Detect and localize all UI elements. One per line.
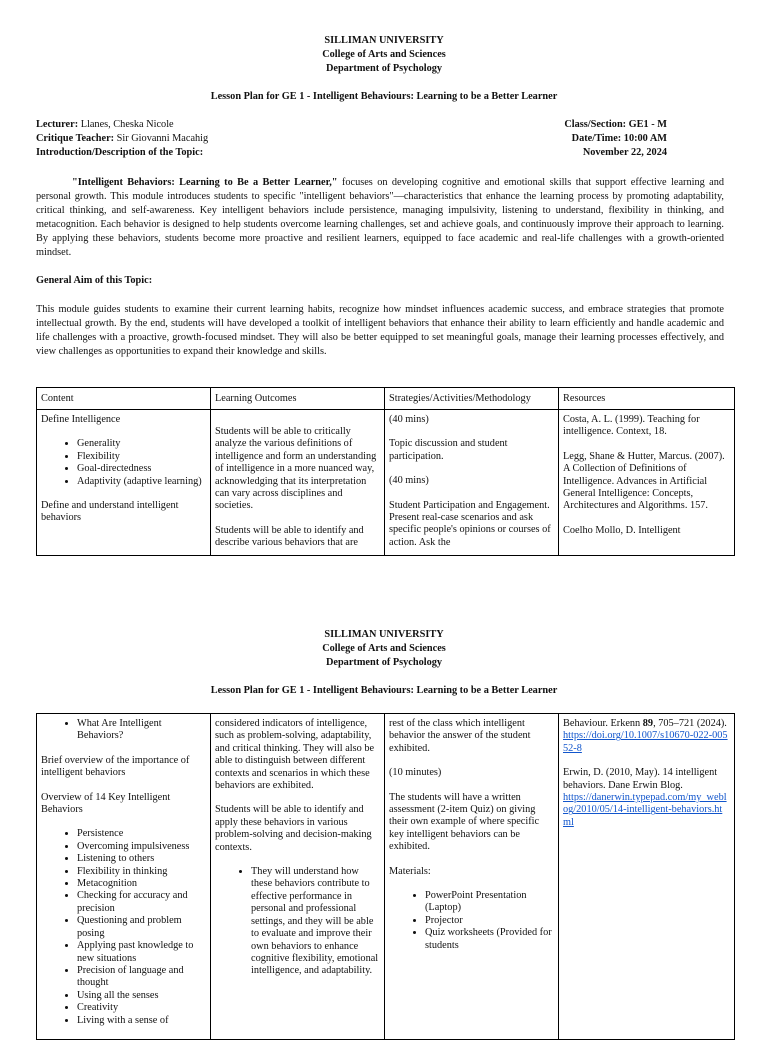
college-name: College of Arts and Sciences — [322, 643, 446, 654]
outcome-paragraph: considered indicators of intelligence, such as problem-solving, adaptability, and critical thinking. They will also be able to distinguish between different contexts and scenarios in which these behaviors are exhibited. — [215, 718, 375, 792]
aim-heading: General Aim of this Topic: — [36, 275, 153, 286]
list-item: • Listening to others — [77, 853, 206, 865]
intro-label: Introduction/Description of the Topic: — [36, 147, 204, 158]
outcome-paragraph: Students will be able to critically analyze the various definitions of intelligence and form an understanding of intelligence in a more nuanced way, acknowledging that its interpretation can vary across disciplines and societies. — [215, 426, 377, 512]
materials-label: Materials: — [389, 865, 431, 877]
list-item: • Creativity — [77, 1002, 206, 1014]
resources-cell — [559, 410, 735, 556]
header-learning-outcomes: Learning Outcomes — [211, 388, 385, 410]
strategy-duration: (40 mins) — [389, 414, 429, 425]
list-item: • Persistence — [77, 828, 206, 840]
department-name: Department of Psychology — [325, 657, 443, 668]
resources-cell — [559, 714, 735, 1040]
outcomes-cell — [211, 714, 385, 1040]
list-item: • Questioning and problem posing — [77, 915, 206, 940]
list-item: • Overcoming impulsiveness — [77, 841, 206, 853]
lesson-plan-table-page-1 — [36, 387, 735, 556]
strategies-cell — [385, 410, 559, 556]
list-item: • They will understand how these behaviors contribute to effective performance in personal and professional settings, and they will be able to evaluate and improve their own behaviors to enhance cognitive flexibility, emotional intelligence, and adaptability. — [251, 866, 380, 978]
content-paragraph: Overview of 14 Key Intelligent Behaviors — [41, 791, 171, 816]
materials-list — [389, 890, 554, 952]
list-item: • Precision of language and thought — [77, 965, 206, 990]
lesson-plan-table-page-2 — [36, 713, 735, 1040]
intro-bold-lead: "Intelligent Behaviors: Learning to Be a Better Learner," — [72, 177, 338, 188]
table-row — [37, 410, 735, 556]
strategy-paragraph: rest of the class which intelligent behavior the answer of the student exhibited. — [389, 718, 531, 754]
content-cell — [37, 410, 211, 556]
content-define-behaviors: Define and understand intelligent behaviors — [41, 500, 179, 524]
strategy-paragraph: The students will have a written assessment (2-item Quiz) on giving their own example of where specific key intelligent behaviors can be exhibited. — [389, 791, 540, 853]
critique-line — [36, 133, 208, 145]
aim-paragraph: This module guides students to examine their current learning habits, recognize how mindset influences academic success, and embrace strategies that promote intellectual growth. By the end, students will have developed a toolkit of intelligent behaviors that enhance their ability to learn efficiently and handle academic and life challenges with a proactive, growth-focused mindset. They will also be better equipped to set meaningful goals, manage their learning processes effectively, and view challenges as opportunities to expand their knowledge and skills. — [36, 304, 724, 357]
content-define-intelligence: Define Intelligence — [41, 414, 121, 425]
resource-citation: Costa, A. L. (1999). Teaching for intelligence. Context, 18. — [563, 414, 700, 438]
strategy-duration: (10 minutes) — [389, 767, 442, 779]
meta-row-lecturer — [36, 119, 667, 133]
table-row — [37, 714, 735, 1040]
table-header-row — [37, 388, 735, 410]
strategy-duration: (40 mins) — [389, 475, 429, 487]
lesson-plan-title: Lesson Plan for GE 1 - Intelligent Behaviours: Learning to be a Better Learner — [210, 91, 558, 102]
resource-citation: Erwin, D. (2010, May). 14 intelligent behaviors. Dane Erwin Blog. — [563, 767, 718, 791]
header-content: Content — [37, 388, 211, 410]
list-item: • Projector — [425, 915, 554, 927]
resource-citation — [563, 718, 730, 730]
intelligence-aspects-list — [41, 438, 206, 488]
list-item: • Metacognition — [77, 878, 206, 890]
lecturer-line — [36, 119, 174, 131]
citation-volume: 89 — [642, 718, 654, 729]
intro-body: focuses on developing cognitive and emotional skills that support effective learning and personal growth. This module introduces students to specific "intelligent behaviors"—characteristics that enhance the learning process by promoting adaptability, critical thinking, and self-awareness. Key intelligent behaviors include persistence, managing impulsivity, listening to understand, flexibility in thinking, and metacognition. Each behavior is designed to help students overcome learning challenges, set and achieve goals, and continuously improve their approach to learning. By applying these behaviors, students become more proactive and resilient learners, equipped to face academic and real-life challenges with a growth-oriented mindset. — [36, 177, 725, 258]
key-behaviors-list — [41, 828, 206, 1027]
resource-link-wrap — [563, 792, 730, 829]
resource-citation: Coelho Mollo, D. Intelligent — [563, 524, 681, 536]
outcomes-cell — [211, 410, 385, 556]
header-resources: Resources — [559, 388, 735, 410]
outcome-paragraph: Students will be able to identify and describe various behaviors that are — [215, 524, 364, 549]
list-item: • Checking for accuracy and precision — [77, 890, 206, 915]
meta-row-critique — [36, 133, 667, 147]
list-item: • What Are Intelligent Behaviors? — [77, 718, 206, 743]
list-item: • Applying past knowledge to new situations — [77, 940, 206, 965]
lecturer-label: Lecturer: — [36, 119, 79, 130]
what-are-list — [41, 718, 206, 743]
strategy-paragraph: Topic discussion and student participation. — [389, 438, 508, 462]
list-item: • Goal-directedness — [77, 463, 206, 475]
header-strategies: Strategies/Activities/Methodology — [385, 388, 559, 410]
strategies-cell — [385, 714, 559, 1040]
lesson-plan-title: Lesson Plan for GE 1 - Intelligent Behaviours: Learning to be a Better Learner — [210, 685, 558, 696]
university-name: SILLIMAN UNIVERSITY — [324, 35, 444, 46]
doi-link[interactable]: https://doi.org/10.1007/s10670-022-00552-8 — [563, 730, 728, 754]
college-name: College of Arts and Sciences — [322, 49, 446, 60]
meta-row-intro — [36, 147, 667, 161]
lecturer-value: Llanes, Cheska Nicole — [80, 119, 174, 130]
date-time: Date/Time: 10:00 AM — [571, 133, 667, 144]
resource-link-wrap — [563, 730, 730, 755]
list-item: • Using all the senses — [77, 990, 206, 1002]
list-item: • PowerPoint Presentation (Laptop) — [425, 890, 554, 915]
lesson-date: November 22, 2024 — [582, 147, 667, 158]
citation-text: , 705–721 (2024). — [653, 718, 727, 729]
strategy-paragraph: Student Participation and Engagement. Present real-case scenarios and ask specific people's opinions or courses of action. Ask the — [389, 499, 551, 548]
university-name: SILLIMAN UNIVERSITY — [324, 629, 444, 640]
outcome-list — [215, 866, 380, 978]
outcome-paragraph: Students will be able to identify and apply these behaviors in various problem-solving and decision-making contexts. — [215, 804, 372, 853]
content-cell — [37, 714, 211, 1040]
list-item: • Living with a sense of — [77, 1015, 206, 1027]
critique-label: Critique Teacher: — [36, 133, 115, 144]
list-item: • Generality — [77, 438, 206, 450]
resource-citation: Legg, Shane & Hutter, Marcus. (2007). A Collection of Definitions of Intelligence. Advances in Artificial General Intelligence: Concepts, Architectures and Algorithms. 157. — [563, 450, 725, 512]
department-name: Department of Psychology — [325, 63, 443, 74]
critique-value: Sir Giovanni Macahig — [116, 133, 209, 144]
list-item: • Adaptivity (adaptive learning) — [77, 476, 206, 488]
citation-text: Behaviour. Erkenn — [563, 718, 643, 729]
intro-paragraph — [36, 176, 724, 260]
blog-link[interactable]: https://danerwin.typepad.com/my_weblog/2010/05/14-intelligent-behaviors.html — [563, 792, 727, 828]
list-item: • Flexibility — [77, 451, 206, 463]
list-item: • Quiz worksheets (Provided for students — [425, 927, 554, 952]
class-section: Class/Section: GE1 - M — [564, 119, 667, 130]
content-paragraph: Brief overview of the importance of intelligent behaviors — [41, 754, 190, 779]
list-item: • Flexibility in thinking — [77, 866, 206, 878]
